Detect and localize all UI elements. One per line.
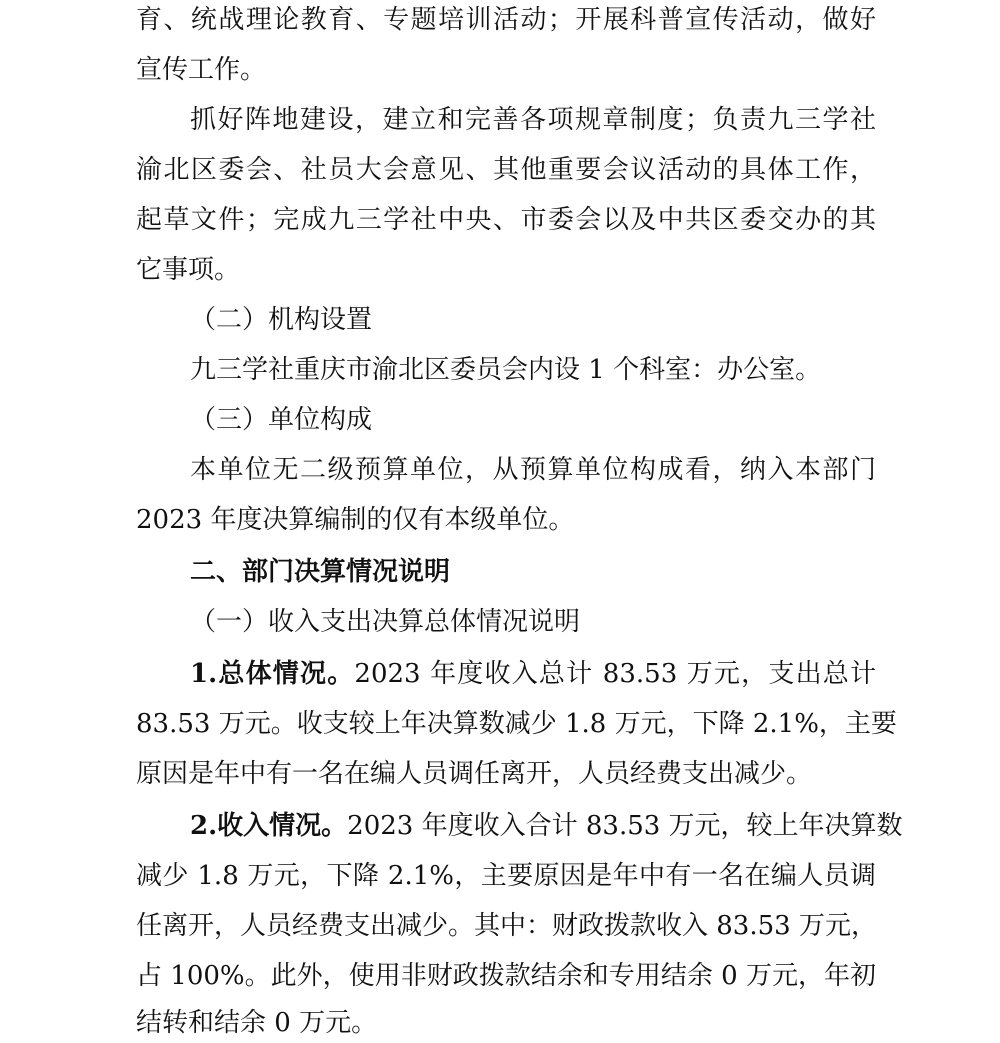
paragraph-line: 起草文件；完成九三学社中央、市委会以及中共区委交办的其 (136, 205, 876, 235)
paragraph-line: 渝北区委会、社员大会意见、其他重要会议活动的具体工作， (136, 155, 876, 185)
subheading-jigou: （二）机构设置 (190, 305, 373, 335)
paragraph-line: 83.53 万元。收支较上年决算数减少 1.8 万元，下降 2.1%，主要 (136, 709, 897, 739)
paragraph-label: 2.收入情况。 (190, 811, 348, 841)
paragraph-line: 减少 1.8 万元，下降 2.1%，主要原因是年中有一名在编人员调 (136, 861, 876, 891)
paragraph-line: 2023 年度决算编制的仅有本级单位。 (136, 505, 575, 535)
paragraph-line: 任离开，人员经费支出减少。其中：财政拨款收入 83.53 万元， (136, 911, 877, 941)
subheading-danwei: （三）单位构成 (190, 405, 373, 435)
subheading-shouzhi: （一）收入支出决算总体情况说明 (190, 607, 581, 637)
paragraph-line: 九三学社重庆市渝北区委员会内设 1 个科室：办公室。 (190, 355, 822, 385)
paragraph-line: 本单位无二级预算单位，从预算单位构成看，纳入本部门 (190, 455, 876, 485)
paragraph-line: 它事项。 (136, 255, 241, 285)
paragraph-line: 结转和结余 0 万元。 (136, 1008, 378, 1038)
paragraph-line: 抓好阵地建设，建立和完善各项规章制度；负责九三学社 (190, 105, 876, 135)
paragraph-label: 1.总体情况。 (190, 659, 355, 689)
paragraph-text: 2023 年度收入总计 83.53 万元，支出总计 (354, 659, 876, 689)
paragraph-line: 原因是年中有一名在编人员调任离开，人员经费支出减少。 (136, 759, 813, 789)
section-heading: 二、部门决算情况说明 (190, 557, 451, 587)
paragraph-line: 育、统战理论教育、专题培训活动；开展科普宣传活动，做好 (136, 5, 876, 35)
paragraph-line (136, 806, 903, 846)
paragraph-text: 2023 年度收入合计 83.53 万元，较上年决算数 (347, 811, 903, 841)
paragraph-line: 宣传工作。 (136, 55, 267, 85)
paragraph-line (136, 654, 876, 694)
paragraph-line: 占 100%。此外，使用非财政拨款结余和专用结余 0 万元，年初 (136, 961, 876, 991)
